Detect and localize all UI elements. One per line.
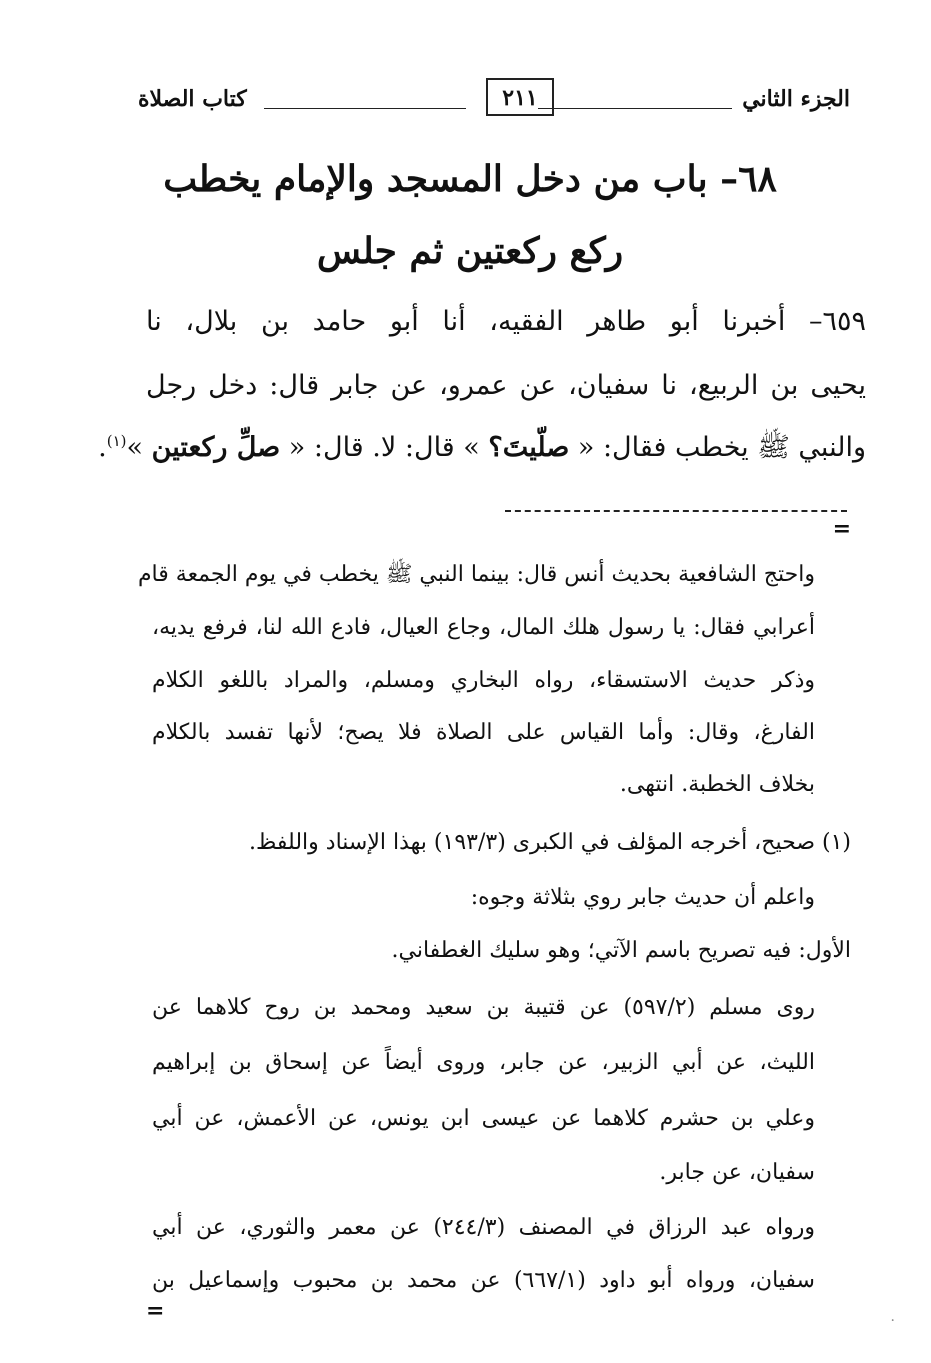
page-number: ٢١١ bbox=[486, 78, 554, 116]
footnote-1-paragraph-line: سفيان، عن جابر. bbox=[659, 1160, 815, 1185]
hadith-line-2: يحيى بن الربيع، نا سفيان، عن عمرو، عن جابر قال: دخل رجل bbox=[146, 370, 867, 401]
hadith-text-segment: » bbox=[126, 432, 152, 463]
carried-note-line: أعرابي فقال: يا رسول هلك المال، وجاع العيال، فادع الله لنا، فرفع يديه، bbox=[152, 615, 815, 640]
footnote-1-paragraph-line: وعلي بن حشرم كلاهما عن عيسى ابن يونس، عن الأعمش، عن أبي bbox=[152, 1106, 815, 1131]
hadith-text-segment: . bbox=[98, 432, 107, 463]
footnote-1-paragraph-line: سفيان، ورواه أبو داود (٦٦٧/١) عن محمد بن محبوب وإسماعيل بن bbox=[152, 1268, 815, 1293]
footnote-reference: (١) bbox=[106, 432, 127, 450]
footnote-1-line: (١) صحيح، أخرجه المؤلف في الكبرى (١٩٣/٣) بهذا الإسناد واللفظ. bbox=[249, 830, 851, 855]
book-label: كتاب الصلاة bbox=[138, 86, 247, 112]
continuation-mark-bottom: = bbox=[146, 1298, 165, 1324]
hadith-line-1: ٦٥٩– أخبرنا أبو طاهر الفقيه، أنا أبو حامد بن بلال، نا bbox=[146, 306, 866, 337]
carried-note-line: الفارغ، وقال: وأما القياس على الصلاة فلا يصح؛ لأنها تفسد بالكلام bbox=[152, 720, 815, 745]
footnote-separator bbox=[505, 510, 847, 512]
footnote-1-line: الأول: فيه تصريح باسم الآتي؛ وهو سليك الغطفاني. bbox=[391, 938, 851, 963]
carried-note-line: بخلاف الخطبة. انتهى. bbox=[619, 772, 815, 797]
hadith-quote-question: صلّيتَ؟ bbox=[488, 432, 570, 463]
footnote-1-line: واعلم أن حديث جابر روي بثلاثة وجوه: bbox=[470, 885, 815, 910]
hadith-line-3 bbox=[98, 430, 866, 470]
header-rule-right bbox=[538, 108, 732, 109]
header-rule-left bbox=[264, 108, 466, 109]
hadith-quote-command: صلِّ ركعتين bbox=[151, 432, 281, 463]
continuation-mark-top: = bbox=[832, 516, 851, 542]
running-header bbox=[138, 78, 850, 126]
footnote-1-paragraph-line: ورواه عبد الرزاق في المصنف (٢٤٤/٣) عن معمر والثوري، عن أبي bbox=[152, 1215, 815, 1240]
carried-note-line: وذكر حديث الاستسقاء، رواه البخاري ومسلم، والمراد باللغو الكلام bbox=[152, 668, 815, 693]
hadith-text-segment: » قال: لا. قال: « bbox=[280, 432, 489, 463]
volume-label: الجزء الثاني bbox=[742, 86, 850, 112]
scan-speck: · bbox=[890, 1313, 895, 1329]
carried-note-line: واحتج الشافعية بحديث أنس قال: بينما النبي ﷺ يخطب في يوم الجمعة قام bbox=[137, 562, 815, 587]
footnote-1-paragraph-line: الليث، عن أبي الزبير، عن جابر، وروى أيضاً عن إسحاق بن إبراهيم bbox=[152, 1050, 815, 1075]
chapter-title-line-2: ركع ركعتين ثم جلس bbox=[316, 230, 624, 272]
hadith-text-segment: والنبي ﷺ يخطب فقال: « bbox=[569, 432, 866, 463]
footnote-1-paragraph-line: روى مسلم (٥٩٧/٢) عن قتيبة بن سعيد ومحمد بن روح كلاهما عن bbox=[152, 995, 816, 1020]
chapter-title-line-1: ٦٨– باب من دخل المسجد والإمام يخطب bbox=[163, 158, 777, 200]
